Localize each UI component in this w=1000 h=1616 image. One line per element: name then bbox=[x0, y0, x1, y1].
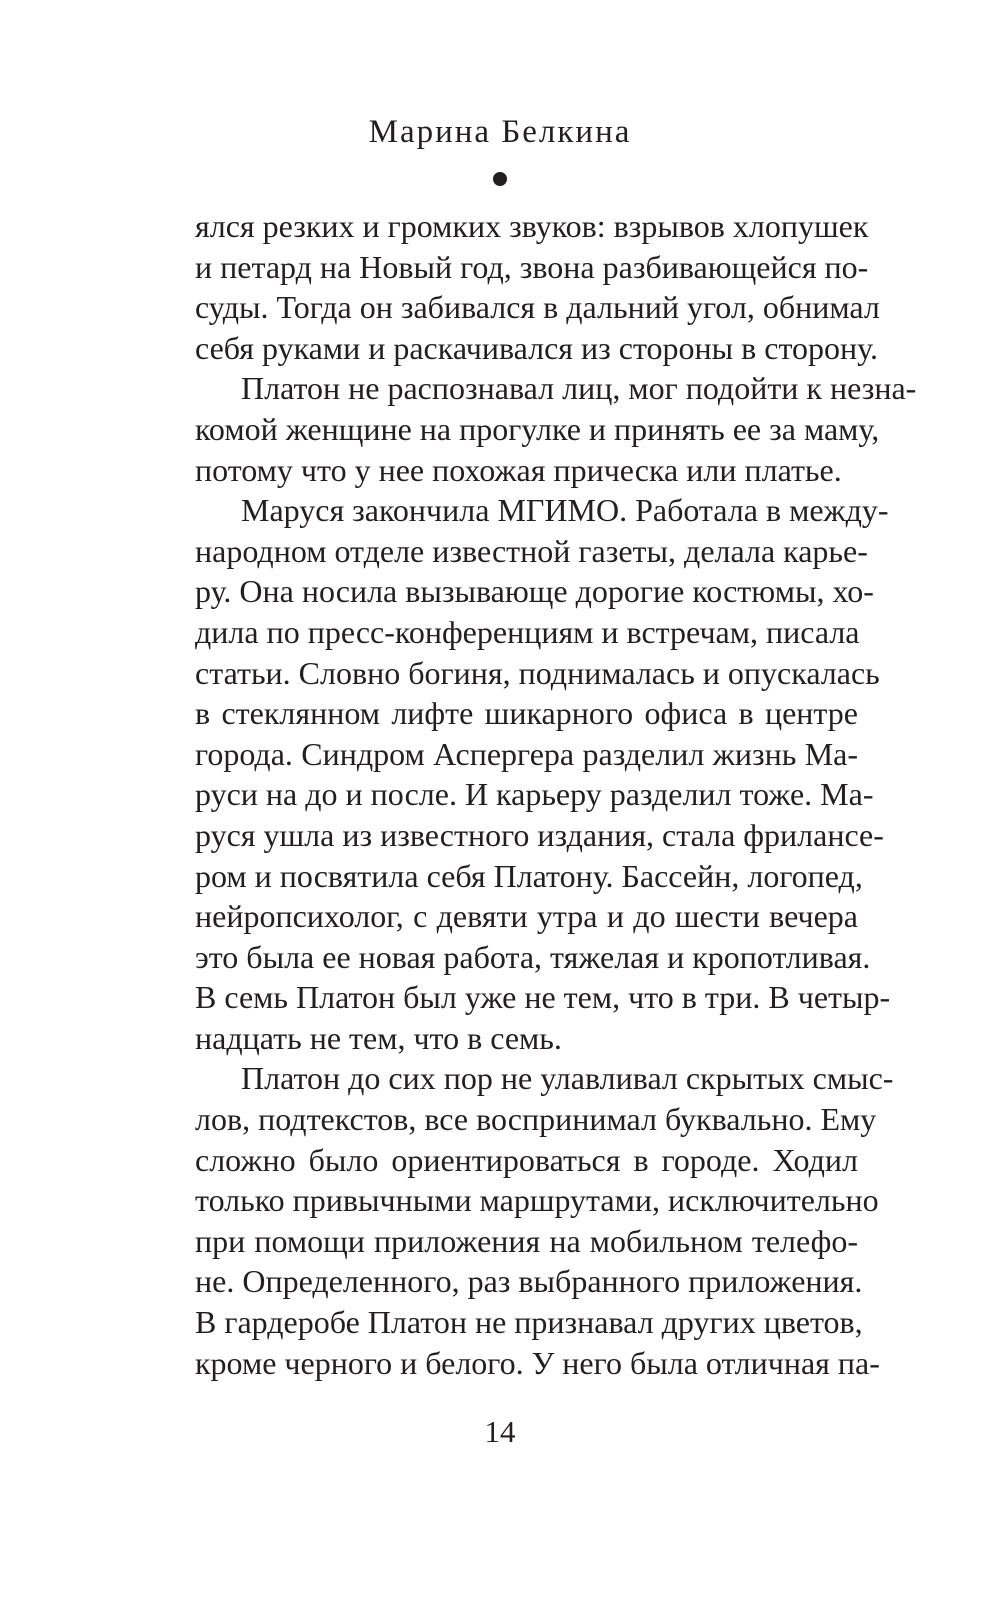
text-line: лов, подтекстов, все воспринимал буквально. Ему bbox=[195, 1101, 877, 1138]
text-line: ру. Она носила вызывающе дорогие костюмы, хо- bbox=[195, 573, 874, 610]
paragraph-first-line: Маруся закончила МГИМО. Работала в между- bbox=[241, 492, 889, 529]
paragraph-first-line: Платон не распознавал лиц, мог подойти к незна- bbox=[241, 370, 917, 407]
text-line: и петард на Новый год, звона разбивающейся по- bbox=[195, 248, 869, 285]
page-number: 14 bbox=[484, 1414, 516, 1449]
text-line: это была ее новая работа, тяжелая и кропотливая. bbox=[195, 938, 871, 975]
text-line: не. Определенного, раз выбранного приложения. bbox=[195, 1263, 863, 1300]
body-text bbox=[195, 206, 917, 1383]
paragraph-first-line: Платон до сих пор не улавливал скрытых смыс- bbox=[241, 1060, 894, 1097]
text-line: народном отделе известной газеты, делала карье- bbox=[195, 532, 868, 569]
text-line: себя руками и раскачивался из стороны в сторону. bbox=[195, 329, 878, 366]
text-line: ром и посвятила себя Платону. Бассейн, логопед, bbox=[195, 857, 863, 894]
text-line: только привычными маршрутами, исключительно bbox=[195, 1182, 879, 1219]
text-line: комой женщине на прогулке и принять ее за маму, bbox=[195, 410, 880, 447]
text-line: руси на до и после. И карьеру разделил тоже. Ма- bbox=[195, 776, 874, 813]
text-line: дила по пресс-конференциям и встречам, писала bbox=[195, 613, 860, 650]
text-line: нейропсихолог, с девяти утра и до шести вечера bbox=[195, 898, 858, 935]
text-line: в стеклянном лифте шикарного офиса в центре bbox=[195, 695, 858, 732]
text-line: потому что у нее похожая прическа или платье. bbox=[195, 451, 842, 488]
text-line: сложно было ориентироваться в городе. Ходил bbox=[195, 1141, 858, 1178]
text-line: В семь Платон был уже не тем, что в три. В четыр- bbox=[195, 979, 891, 1016]
running-head-author: Марина Белкина bbox=[368, 114, 632, 150]
text-line: города. Синдром Аспергера разделил жизнь Ма- bbox=[195, 735, 858, 772]
text-line: ялся резких и громких звуков: взрывов хлопушек bbox=[195, 208, 869, 244]
text-line: руся ушла из известного издания, стала фрилансе- bbox=[195, 816, 884, 853]
text-line: В гардеробе Платон не признавал других цветов, bbox=[195, 1304, 863, 1341]
text-line: кроме черного и белого. У него была отличная па- bbox=[195, 1344, 880, 1381]
bullet-ornament-icon bbox=[493, 172, 507, 186]
text-line: статьи. Словно богиня, поднималась и опускалась bbox=[195, 654, 880, 691]
text-line: надцать не тем, что в семь. bbox=[195, 1019, 562, 1056]
text-line: суды. Тогда он забивался в дальний угол, обнимал bbox=[195, 289, 880, 326]
text-line: при помощи приложения на мобильном телефо- bbox=[195, 1222, 858, 1259]
